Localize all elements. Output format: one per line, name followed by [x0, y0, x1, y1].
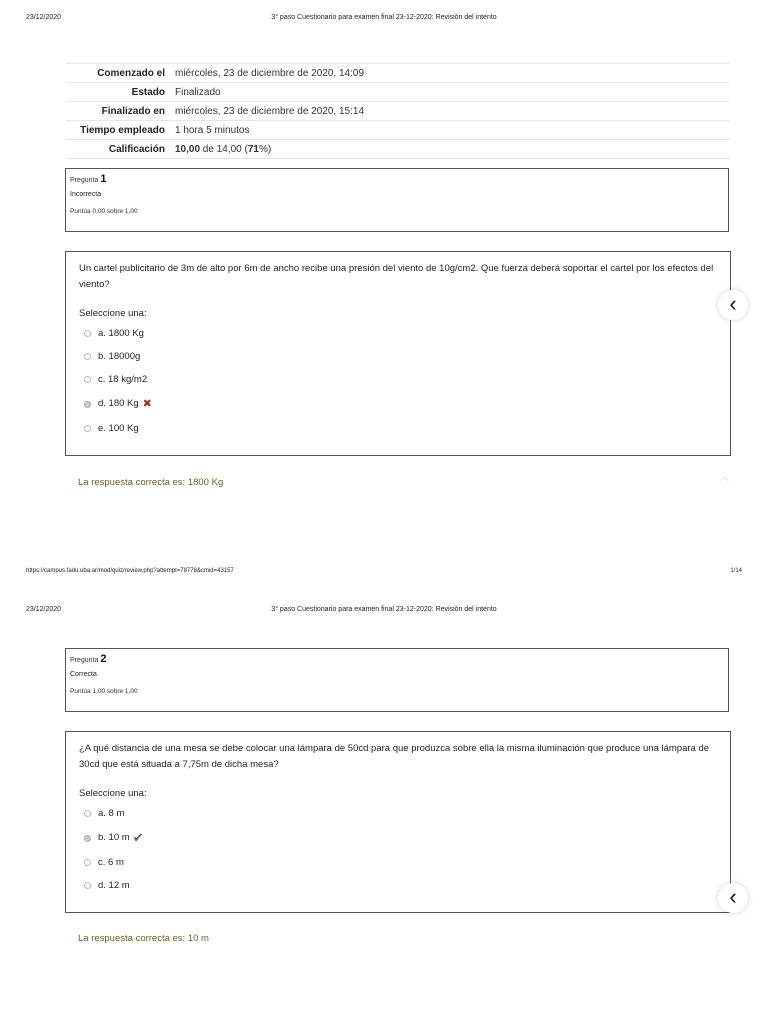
question-content-2 — [65, 731, 731, 913]
question-state: Correcta — [70, 671, 97, 678]
chevron-left-icon[interactable]: ‹ — [718, 290, 748, 320]
answer-option-b[interactable] — [79, 825, 717, 851]
radio-button[interactable] — [84, 810, 91, 817]
radio-button[interactable] — [84, 882, 91, 889]
chevron-up-icon[interactable]: ︿ — [720, 472, 730, 482]
print-title: 3° paso Cuestionario para examen final 23-12-2020: Revisión del intento — [271, 606, 497, 613]
question-text: ¿A qué distancia de una mesa se debe colocar una lámpara de 50cd para que produzca sobre ella la misma iluminación que produce una lámpara de 30cd que está situada a 7,75m de dicha mesa? — [79, 743, 710, 770]
answer-option-c[interactable] — [79, 368, 717, 391]
option-label: b. 18000g — [98, 350, 141, 362]
summary-row-finished — [66, 102, 730, 121]
answer-prompt: Seleccione una: — [79, 788, 147, 799]
grade-percent-suffix: %) — [258, 143, 272, 155]
option-label: b. 10 m — [98, 832, 130, 843]
grade-percent: 71 — [247, 143, 259, 155]
radio-button[interactable] — [84, 353, 91, 360]
radio-button[interactable] — [84, 376, 91, 383]
summary-row-started — [66, 64, 730, 83]
cross-icon: ✖ — [142, 398, 152, 410]
question-state: Incorrecta — [70, 191, 102, 198]
summary-label: Estado — [66, 83, 170, 102]
answer-option-d[interactable] — [79, 391, 717, 417]
summary-label: Finalizado en — [66, 102, 170, 121]
question-label: Pregunta — [70, 177, 99, 184]
radio-button[interactable] — [84, 425, 91, 432]
summary-row-state — [66, 83, 730, 102]
answer-option-c[interactable] — [79, 851, 717, 874]
question-info-1 — [65, 168, 729, 232]
question-content-1 — [65, 251, 731, 456]
answer-option-d[interactable] — [79, 874, 717, 897]
question-number — [70, 653, 724, 665]
answer-options — [79, 322, 717, 440]
summary-value: 1 hora 5 minutos — [170, 121, 730, 140]
check-icon: ✔ — [132, 830, 144, 845]
question-text: Un cartel publicitario de 3m de alto por 6m de ancho recibe una presión del viento de 10g/cm2. Que fuerza deberá soportar el cartel por los efectos del viento? — [79, 263, 714, 290]
print-page-number: 1/14 — [730, 568, 742, 574]
grade-total: de 14,00 ( — [200, 143, 248, 155]
summary-label: Comenzado el — [66, 64, 170, 83]
print-date: 23/12/2020 — [26, 606, 62, 613]
summary-label: Tiempo empleado — [66, 121, 170, 140]
option-label: d. 180 Kg — [98, 398, 139, 409]
option-label: a. 8 m — [98, 807, 125, 819]
summary-row-grade — [66, 140, 730, 159]
summary-value: miércoles, 23 de diciembre de 2020, 15:14 — [170, 102, 730, 121]
print-title: 3° paso Cuestionario para examen final 23-12-2020: Revisión del intento — [271, 14, 497, 21]
answer-option-b[interactable] — [79, 345, 717, 368]
right-answer: La respuesta correcta es: 1800 Kg — [78, 477, 224, 488]
question-number — [70, 173, 724, 185]
question-number-value: 2 — [100, 653, 107, 665]
chevron-left-icon[interactable]: ‹ — [718, 883, 748, 913]
radio-button-selected[interactable] — [84, 401, 91, 408]
grade-value — [170, 140, 730, 159]
answer-option-a[interactable] — [79, 322, 717, 345]
answer-prompt: Seleccione una: — [79, 308, 147, 319]
question-label: Pregunta — [70, 657, 99, 664]
attempt-summary-table — [66, 63, 730, 159]
right-answer: La respuesta correcta es: 10 m — [78, 933, 209, 944]
summary-value: Finalizado — [170, 83, 730, 102]
question-info-2 — [65, 648, 729, 712]
question-number-value: 1 — [100, 173, 107, 185]
print-url: https://campus.fadu.uba.ar/mod/quiz/review.php?attempt=78778&cmid=43157 — [26, 568, 234, 574]
option-label: e. 100 Kg — [98, 422, 139, 434]
option-label: a. 1800 Kg — [98, 327, 144, 339]
summary-value: miércoles, 23 de diciembre de 2020, 14:09 — [170, 64, 730, 83]
print-date: 23/12/2020 — [26, 14, 62, 21]
summary-label: Calificación — [66, 140, 170, 159]
summary-row-time — [66, 121, 730, 140]
answer-options — [79, 802, 717, 897]
question-grade: Puntúa 1,00 sobre 1,00 — [70, 688, 138, 695]
answer-option-e[interactable] — [79, 417, 717, 440]
option-label: d. 12 m — [98, 879, 130, 891]
answer-option-a[interactable] — [79, 802, 717, 825]
question-grade: Puntúa 0,00 sobre 1,00 — [70, 208, 138, 215]
radio-button[interactable] — [84, 330, 91, 337]
option-label: c. 18 kg/m2 — [98, 373, 148, 385]
radio-button[interactable] — [84, 859, 91, 866]
radio-button-selected[interactable] — [84, 835, 91, 842]
option-label: c. 6 m — [98, 856, 124, 868]
grade-score: 10,00 — [175, 143, 201, 155]
